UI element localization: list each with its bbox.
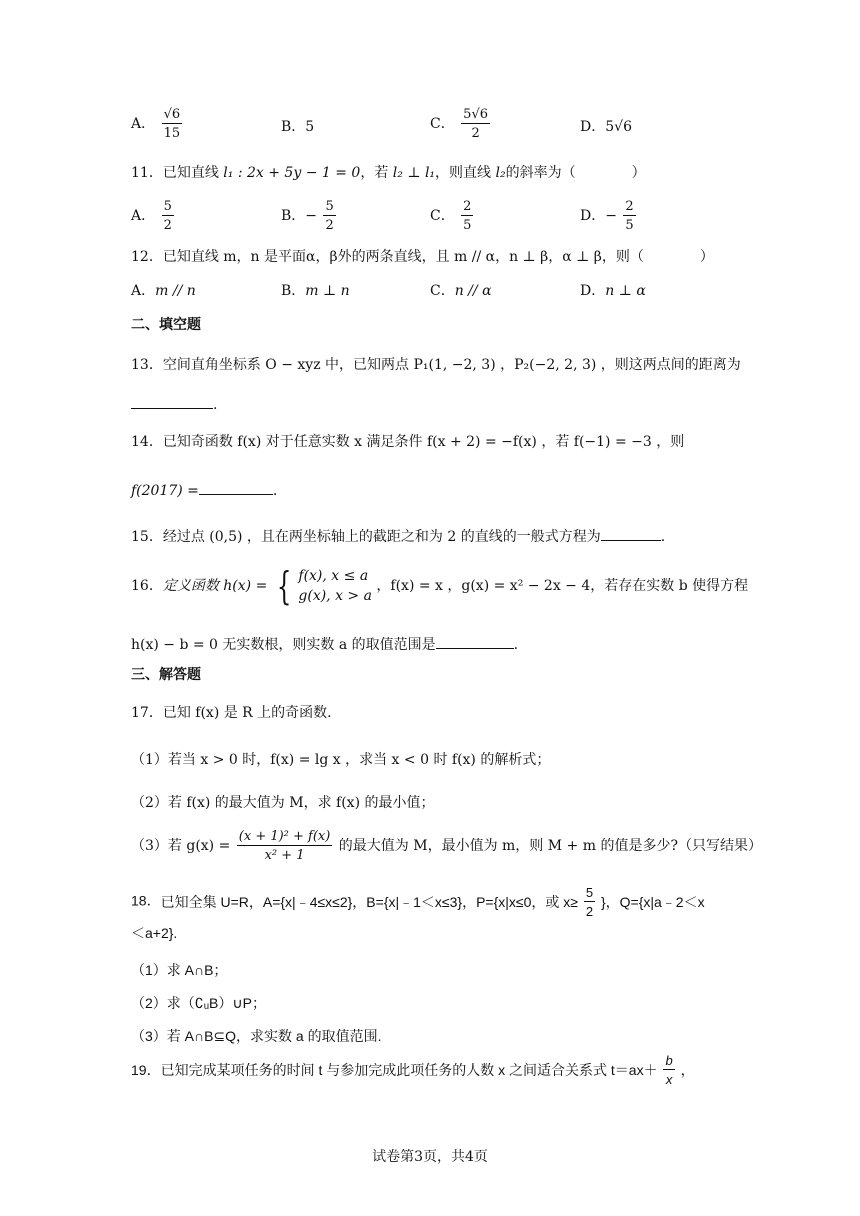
q10-option-a: A． $\frac{√6}{15}$ (131, 107, 181, 141)
q12-option-d: D．n ⊥ α (580, 283, 646, 299)
q19-stem: 19．已知完成某项任务的时间 t 与参加完成此项任务的人数 x 之间适合关系式 t＝ax＋ $\frac{b}{x}$ ， (131, 1053, 695, 1087)
q16-stem: 16．定义函数 h(x) = { f(x), x ≤ a g(x), x > a ，f(x) = x ，g(x) = x² − 2x − 4，若存在实数 b 使得方程 (131, 564, 749, 608)
q17-part1: （1）若当 x > 0 时，f(x) = lg x ，求当 x < 0 时 f(x) 的解析式； (131, 752, 551, 768)
q10-option-c: C． $\frac{5√6}{2}$ (430, 107, 488, 141)
q11-option-d: D．− $\frac{2}{5}$ (580, 199, 634, 233)
q10-option-b: B．5 (281, 119, 315, 135)
q13-stem: 13．空间直角坐标系 O − xyz 中，已知两点 P₁(1, −2, 3) ，P₂(−2, 2, 3) ，则这两点间的距离为 (131, 357, 741, 373)
q18-part3: （3）若 A∩B⊆Q，求实数 a 的取值范围. (131, 1028, 382, 1044)
q14-answer-blank (199, 482, 273, 495)
q12-stem: 12．已知直线 m，n 是平面α，β外的两条直线，且 m // α，n ⊥ β，α ⊥ β，则（ ） (131, 249, 714, 265)
section-fill-in-heading: 二、填空题 (131, 317, 201, 333)
section-solution-heading: 三、解答题 (131, 667, 201, 683)
q11-option-c: C． $\frac{2}{5}$ (430, 199, 472, 233)
q16-answer-blank (436, 636, 514, 649)
q11-option-b: B．− $\frac{5}{2}$ (281, 199, 334, 233)
q17-stem: 17．已知 f(x) 是 R 上的奇函数. (131, 705, 332, 721)
q13-answer-line: . (131, 396, 217, 412)
q18-stem: 18．已知全集 U=R，A={x|﹣4≤x≤2}，B={x|﹣1＜x≤3}，P={x|x≤0，或 x≥ $\frac{5}{2}$ }，Q={x|a﹣2＜x (131, 885, 705, 919)
q14-stem: 14．已知奇函数 f(x) 对于任意实数 x 满足条件 f(x + 2) = −f(x) ，若 f(−1) = −3 ，则 (131, 434, 685, 450)
page-footer: 试卷第3页，共4页 (372, 1149, 488, 1165)
q15-stem: 15．经过点 (0,5) ，且在两坐标轴上的截距之和为 2 的直线的一般式方程为 . (131, 529, 666, 545)
piecewise-brace: { (276, 564, 292, 608)
q18-line2: ＜a+2}. (131, 925, 178, 941)
q14-answer-line: f(2017) = . (131, 483, 278, 499)
q10-option-d: D．5√6 (580, 119, 632, 135)
q17-part3: （3）若 g(x) = $\frac{\text{(x + 1)² + f(x)}}{\text{x² + 1}}$ 的最大值为 M，最小值为 m，则 M + m 的值是多少?（只写结果） (131, 829, 762, 863)
q17-part2: （2）若 f(x) 的最大值为 M，求 f(x) 的最小值； (131, 795, 435, 811)
q11-stem: 11．已知直线 l₁ : 2x + 5y − 1 = 0，若 l₂ ⊥ l₁，则直线 l₂的斜率为（ ） (131, 165, 646, 181)
q12-option-c: C．n // α (430, 283, 492, 299)
q15-answer-blank (601, 528, 661, 541)
q18-part1: （1）求 A∩B； (131, 962, 228, 978)
piecewise-cases: f(x), x ≤ a g(x), x > a (298, 568, 372, 604)
q12-option-a: A．m // n (131, 283, 196, 299)
q18-part2: （2）求（∁ᵤB）∪P； (131, 995, 266, 1011)
q13-answer-blank (131, 396, 213, 409)
q11-option-a: A． $\frac{5}{2}$ (131, 199, 172, 233)
q16-answer-line: h(x) − b = 0 无实数根，则实数 a 的取值范围是 . (131, 637, 519, 653)
q12-option-b: B．m ⊥ n (281, 283, 350, 299)
